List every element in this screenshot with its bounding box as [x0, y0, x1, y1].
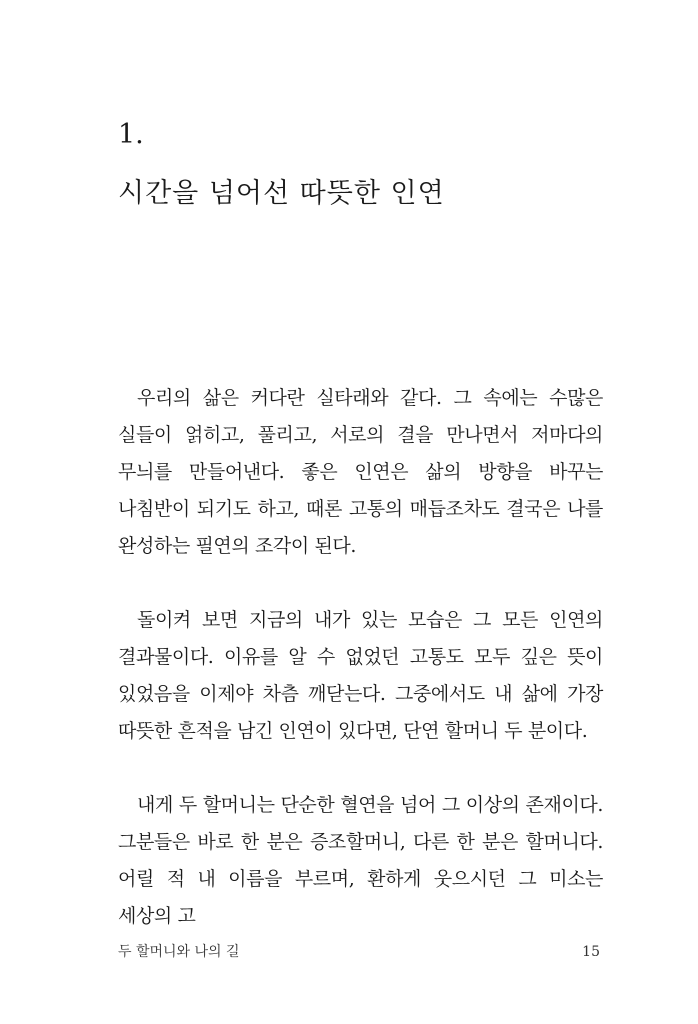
paragraph-1: 우리의 삶은 커다란 실타래와 같다. 그 속에는 수많은 실들이 얽히고, 풀리고, 서로의 결을 만나면서 저마다의 무늬를 만들어낸다. 좋은 인연은 삶의 방향을 바꾸는 나침반이 되기도 하고, 때론 고통의 매듭조차도 결국은 나를 완성하는 필연의 조각이 된다.	[118, 387, 603, 557]
chapter-number: 1.	[118, 119, 144, 150]
chapter-title: 시간을 넘어선 따뜻한 인연	[118, 178, 445, 209]
paragraph-3: 내게 두 할머니는 단순한 혈연을 넘어 그 이상의 존재이다. 그분들은 바로 한 분은 증조할머니, 다른 한 분은 할머니다. 어릴 적 내 이름을 부르며, 환하게 웃으시던 그 미소는 세상의 고	[118, 794, 603, 927]
running-footer-book-title: 두 할머니와 나의 길	[118, 944, 240, 960]
page-number: 15	[582, 944, 600, 960]
paragraph-2: 돌이켜 보면 지금의 내가 있는 모습은 그 모든 인연의 결과물이다. 이유를 알 수 없었던 고통도 모두 깊은 뜻이 있었음을 이제야 차츰 깨닫는다. 그중에서도 내 삶에 가장 따뜻한 흔적을 남긴 인연이 있다면, 단연 할머니 두 분이다.	[118, 609, 603, 742]
body-text	[118, 380, 603, 935]
